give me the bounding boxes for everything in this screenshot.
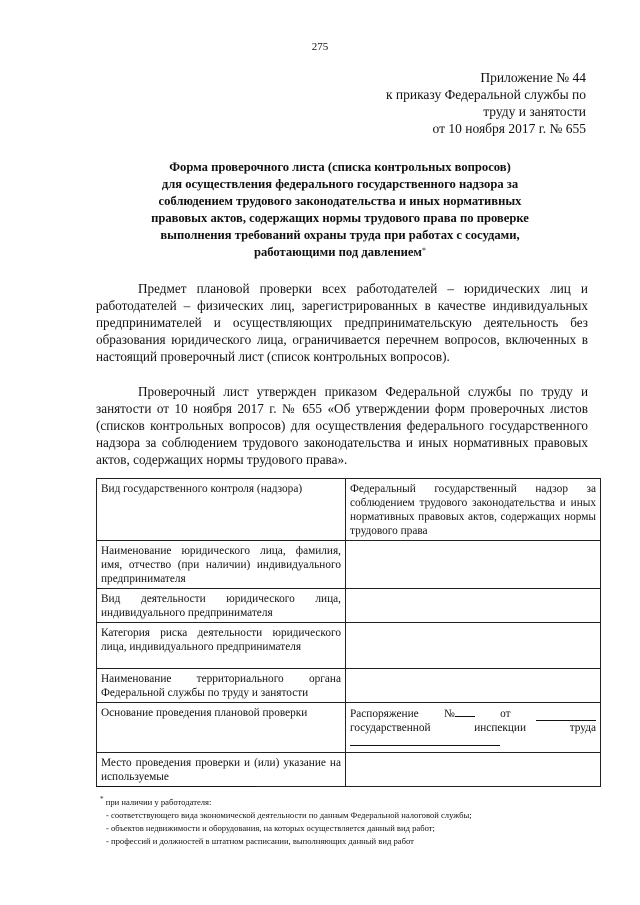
basis-from-word: от bbox=[500, 708, 511, 720]
title-last-line: работающими под давлением bbox=[253, 245, 423, 259]
title-line: выполнения требований охраны труда при работах с сосудами, bbox=[160, 228, 520, 242]
table-row bbox=[97, 541, 601, 589]
document-title bbox=[80, 159, 600, 261]
table-row bbox=[97, 623, 601, 669]
value-risk-category[interactable] bbox=[346, 623, 601, 669]
inspection-info-table bbox=[96, 478, 601, 787]
title-line: для осуществления федерального государственного надзора за bbox=[161, 177, 519, 191]
footnote-item: - объектов недвижимости и оборудования, на которых осуществляется данный вид работ; bbox=[106, 822, 435, 833]
appendix-line: к приказу Федеральной службы по bbox=[385, 87, 586, 102]
label-control-type: Вид государственного контроля (надзора) bbox=[97, 479, 346, 541]
value-inspection-place[interactable] bbox=[346, 753, 601, 787]
footnote-reference: * bbox=[422, 246, 427, 255]
table-row bbox=[97, 753, 601, 787]
basis-signature-blank[interactable] bbox=[350, 735, 500, 746]
footnote-mark: * bbox=[100, 795, 104, 803]
footnote-item: - профессий и должностей в штатном расписании, выполняющих данный вид работ bbox=[106, 835, 414, 846]
label-inspection-basis: Основание проведения плановой проверки bbox=[97, 703, 346, 753]
page-number: 275 bbox=[311, 41, 329, 53]
table-row bbox=[97, 589, 601, 623]
value-control-type: Федеральный государственный надзор за соблюдением трудового законодательства и иных нормативных правовых актов, содержащих нормы трудового права bbox=[346, 479, 601, 541]
label-entity-name: Наименование юридического лица, фамилия, имя, отчество (при наличии) индивидуального предпринимателя bbox=[97, 541, 346, 589]
title-line: соблюдением трудового законодательства и иных нормативных bbox=[158, 194, 522, 208]
value-activity-type[interactable] bbox=[346, 589, 601, 623]
footnote-intro: при наличии у работодателя: bbox=[105, 796, 212, 807]
basis-number-sign: № bbox=[444, 708, 455, 720]
footnote bbox=[100, 793, 600, 848]
appendix-line: от 10 ноября 2017 г. № 655 bbox=[432, 121, 586, 136]
footnote-intro-line bbox=[100, 793, 600, 809]
footnote-separator bbox=[96, 786, 256, 787]
value-territorial-body[interactable] bbox=[346, 669, 601, 703]
appendix-line: труду и занятости bbox=[483, 104, 586, 119]
label-territorial-body: Наименование территориального органа Федеральной службы по труду и занятости bbox=[97, 669, 346, 703]
table-row bbox=[97, 703, 601, 753]
basis-inspection-text: государственной инспекции труда bbox=[350, 722, 596, 734]
appendix-header bbox=[386, 69, 586, 137]
title-line: правовых актов, содержащих нормы трудового права по проверке bbox=[151, 211, 529, 225]
paragraph-scope-text: Предмет плановой проверки всех работодателей – юридических лиц и работодателей – физических лиц, зарегистрированных в качестве индивидуальных предпринимателей и осуществляющих предпринимательскую деятельность без образования юридического лица, ограничивается перечнем вопросов, включенных в настоящий проверочный лист (список контрольных вопросов). bbox=[96, 281, 588, 364]
label-risk-category: Категория риска деятельности юридического лица, индивидуального предпринимателя bbox=[97, 623, 346, 669]
paragraph-approval bbox=[96, 383, 588, 468]
title-line bbox=[80, 244, 600, 261]
label-activity-type: Вид деятельности юридического лица, индивидуального предпринимателя bbox=[97, 589, 346, 623]
title-line: Форма проверочного листа (списка контрольных вопросов) bbox=[169, 160, 511, 174]
table-row bbox=[97, 479, 601, 541]
value-entity-name[interactable] bbox=[346, 541, 601, 589]
paragraph-scope bbox=[96, 280, 588, 365]
label-inspection-place: Место проведения проверки и (или) указание на используемые bbox=[97, 753, 346, 787]
basis-date-blank[interactable] bbox=[536, 710, 596, 721]
paragraph-approval-text: Проверочный лист утвержден приказом Федеральной службы по труду и занятости от 10 ноября 2017 г. № 655 «Об утверждении форм проверочных листов (списков контрольных вопросов) для осуществления федерального государственного надзора за соблюдением трудового законодательства и иных нормативных правовых актов, содержащих нормы трудового права». bbox=[96, 384, 588, 467]
basis-number-blank[interactable] bbox=[455, 706, 475, 717]
footnote-item: - соответствующего вида экономической деятельности по данным Федеральной налоговой службы; bbox=[106, 809, 472, 820]
basis-order-word: Распоряжение bbox=[350, 708, 419, 720]
table-row bbox=[97, 669, 601, 703]
value-inspection-basis[interactable] bbox=[346, 703, 601, 753]
appendix-line: Приложение № 44 bbox=[480, 70, 586, 85]
